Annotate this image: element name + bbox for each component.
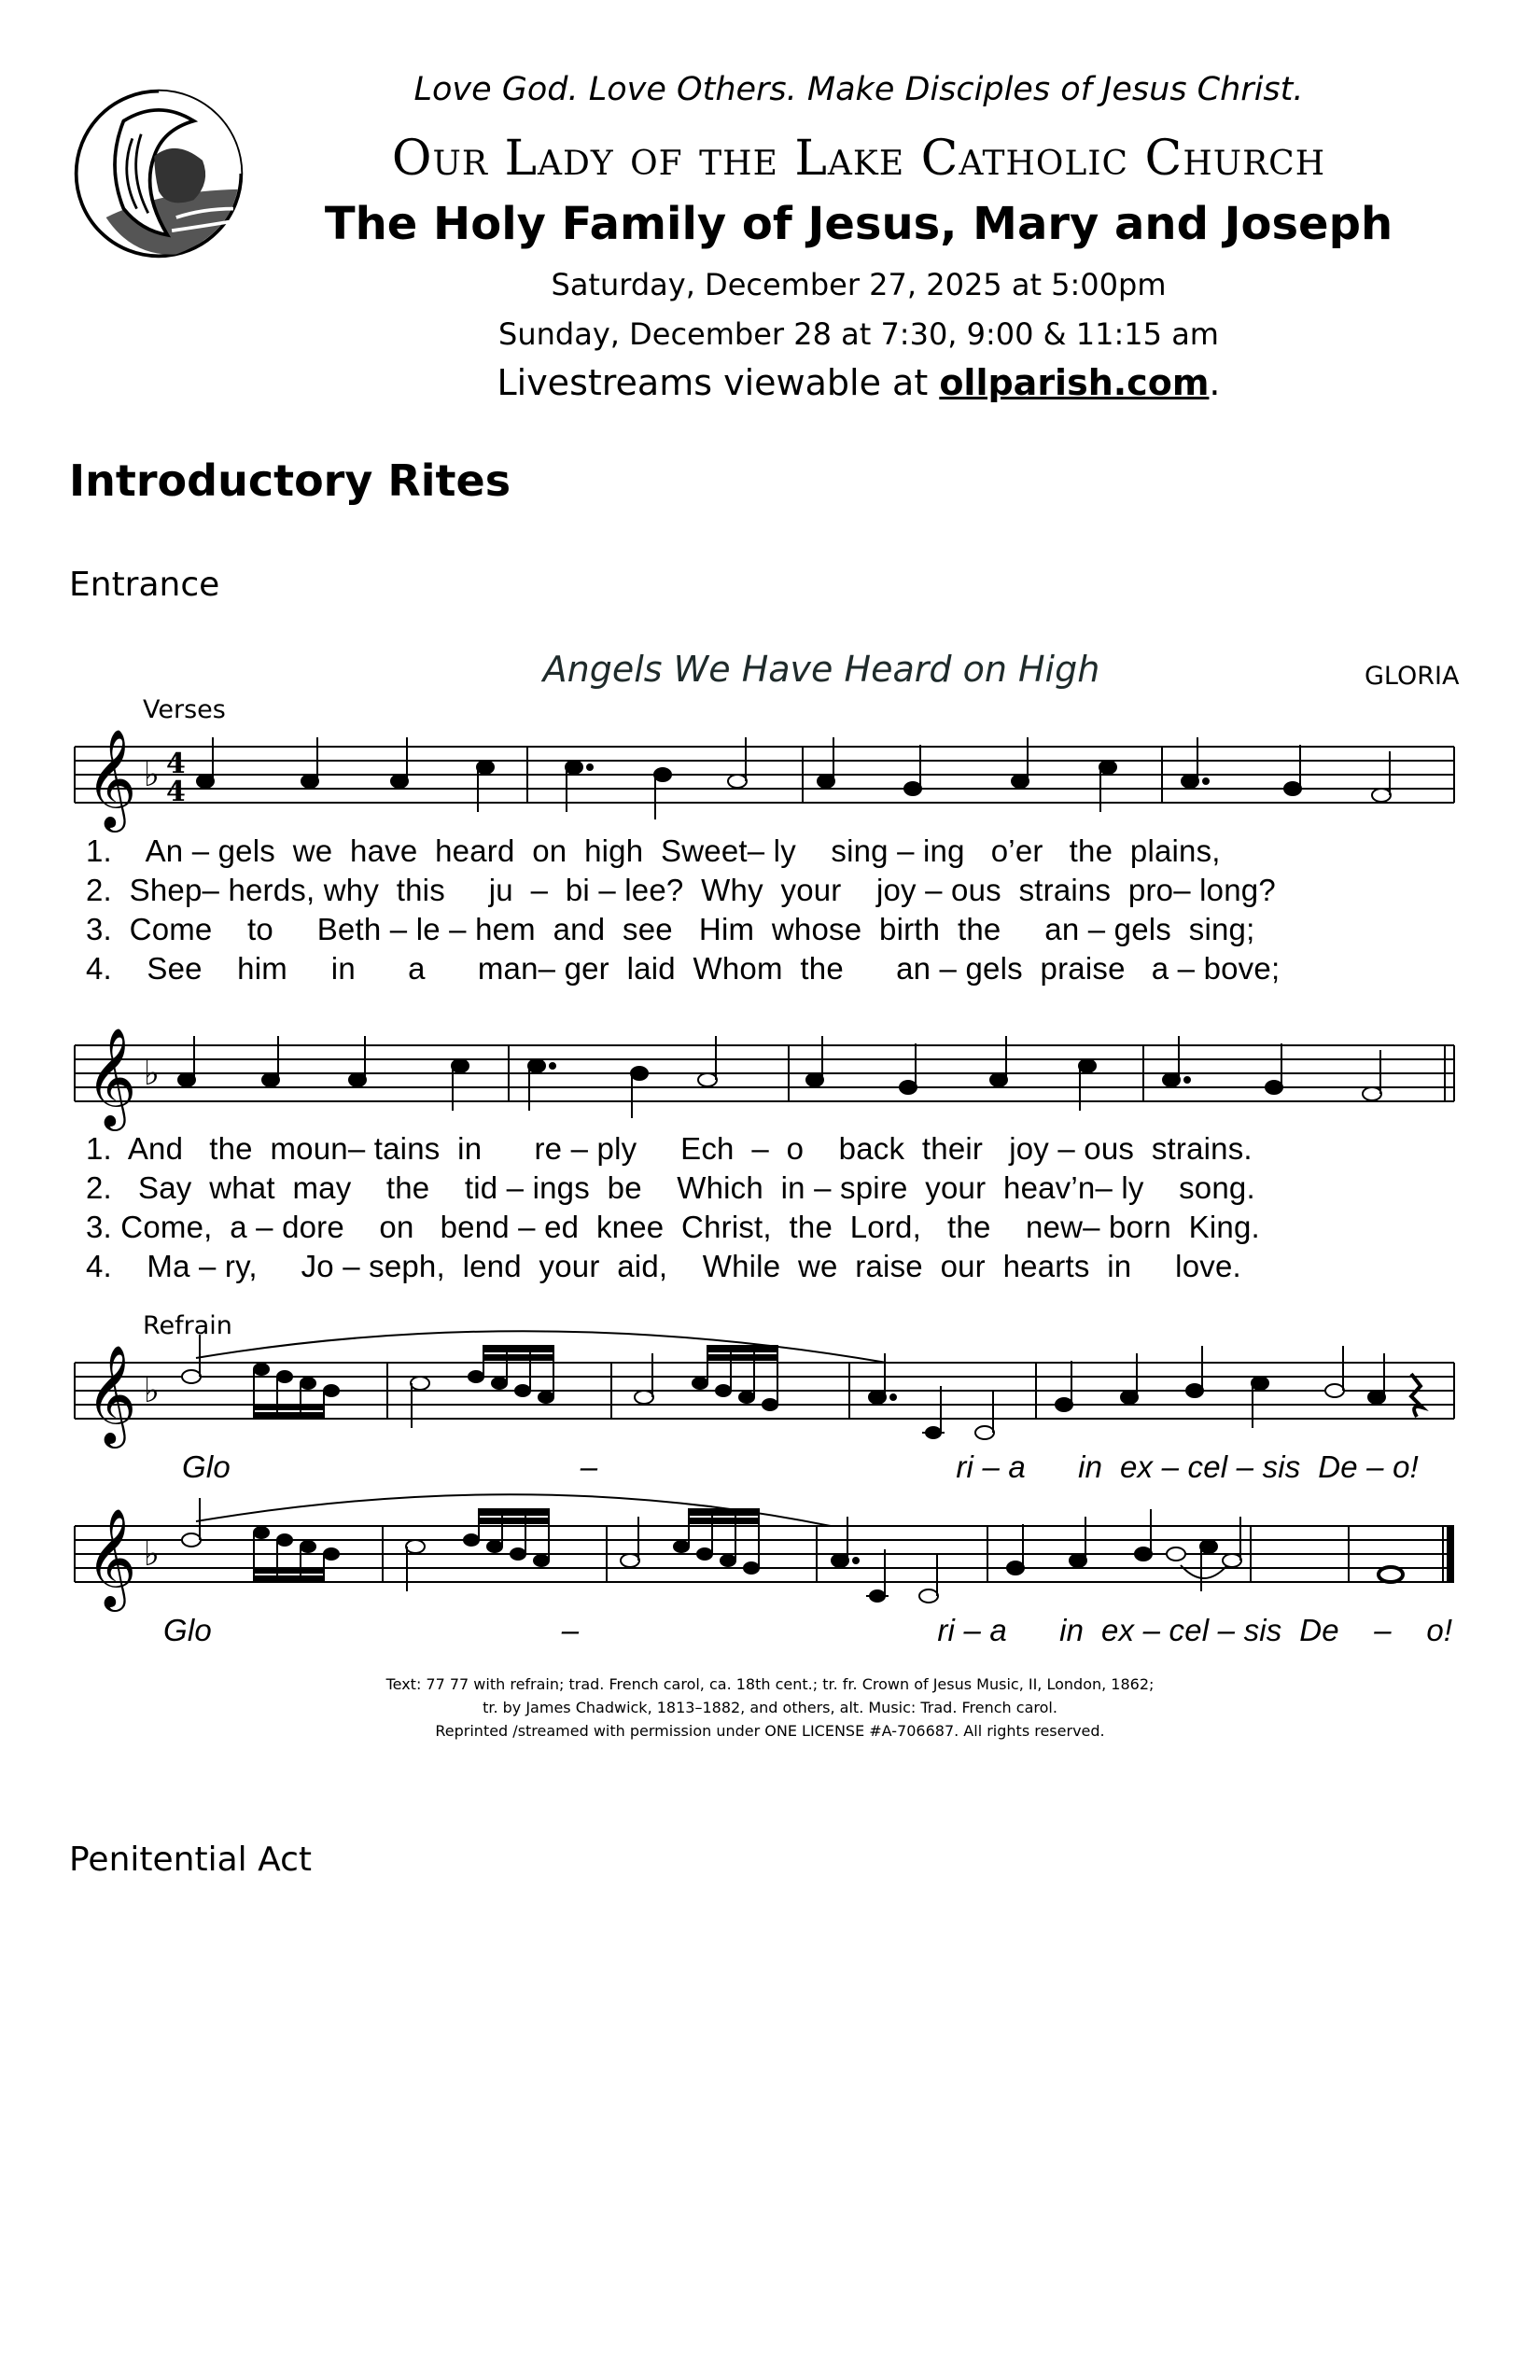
section-heading-introductory-rites: Introductory Rites xyxy=(69,455,511,506)
time-signature-bottom: 4 xyxy=(166,776,186,808)
verse-1-line-2: 1. And the moun– tains in re – ply Ech – o back their joy – ous strains. xyxy=(86,1131,1253,1166)
church-name: Our Lady of the Lake Catholic Church xyxy=(391,131,1326,187)
livestream-note xyxy=(252,362,1465,403)
verse-4-line-1: 4. See him in a man– ger laid Whom the an – gels praise a – bove; xyxy=(86,951,1281,986)
quarter-rest-icon xyxy=(1411,1374,1422,1417)
verses-label: Verses xyxy=(143,695,226,724)
verse-2-line-2: 2. Say what may the tid – ings be Which in – spire your heav’n– ly song. xyxy=(86,1170,1255,1205)
flat-icon: ♭ xyxy=(144,1372,160,1410)
church-logo xyxy=(71,86,246,261)
refrain-lyric-line-2: Glo – ri – a in ex – cel – sis De – o! xyxy=(163,1613,1453,1647)
verse-4-line-2: 4. Ma – ry, Jo – seph, lend your aid, While we raise our hearts in love. xyxy=(86,1249,1241,1283)
sunday-schedule: Sunday, December 28 at 7:30, 9:00 & 11:15 am xyxy=(498,316,1219,352)
flat-icon: ♭ xyxy=(144,756,160,794)
penitential-act-label: Penitential Act xyxy=(69,1841,312,1879)
hymn-title: Angels We Have Heard on High xyxy=(542,649,1100,690)
livestream-prefix: Livestreams viewable at xyxy=(497,362,940,403)
credit-line-3: Reprinted /streamed with permission under ONE LICENSE #A-706687. All rights reserved. xyxy=(435,1722,1105,1740)
refrain-label: Refrain xyxy=(143,1311,232,1340)
time-signature-top: 4 xyxy=(166,748,186,780)
parish-motto: Love God. Love Others. Make Disciples of Jesus Christ. xyxy=(413,71,1304,108)
verse-3-line-1: 3. Come to Beth – le – hem and see Him whose birth the an – gels sing; xyxy=(86,912,1255,946)
treble-clef-icon: 𝄞 xyxy=(86,728,137,828)
credit-line-2: tr. by James Chadwick, 1813–1882, and others, alt. Music: Trad. French carol. xyxy=(483,1699,1057,1716)
treble-clef-icon: 𝄞 xyxy=(86,1344,137,1444)
saturday-schedule: Saturday, December 27, 2025 at 5:00pm xyxy=(551,267,1167,302)
parish-website-link[interactable]: ollparish.com xyxy=(939,362,1210,403)
treble-clef-icon: 𝄞 xyxy=(86,1507,137,1607)
credit-line-1: Text: 77 77 with refrain; trad. French carol, ca. 18th cent.; tr. fr. Crown of Jesus Music, II, London, 1862; xyxy=(385,1675,1155,1693)
refrain-lyric-line-1: Glo – ri – a in ex – cel – sis De – o! xyxy=(182,1449,1420,1484)
flat-icon: ♭ xyxy=(144,1535,160,1574)
entrance-label: Entrance xyxy=(69,566,220,604)
livestream-suffix: . xyxy=(1209,362,1221,403)
tune-name: GLORIA xyxy=(1365,662,1460,691)
treble-clef-icon: 𝄞 xyxy=(86,1027,137,1127)
flat-icon: ♭ xyxy=(144,1055,160,1093)
verse-3-line-2: 3. Come, a – dore on bend – ed knee Christ, the Lord, the new– born King. xyxy=(86,1210,1260,1244)
verse-1-line-1: 1. An – gels we have heard on high Sweet– ly sing – ing o’er the plains, xyxy=(86,833,1221,868)
verse-2-line-1: 2. Shep– herds, why this ju – bi – lee? Why your joy – ous strains pro– long? xyxy=(86,873,1276,907)
feast-title: The Holy Family of Jesus, Mary and Joseph xyxy=(324,198,1393,250)
